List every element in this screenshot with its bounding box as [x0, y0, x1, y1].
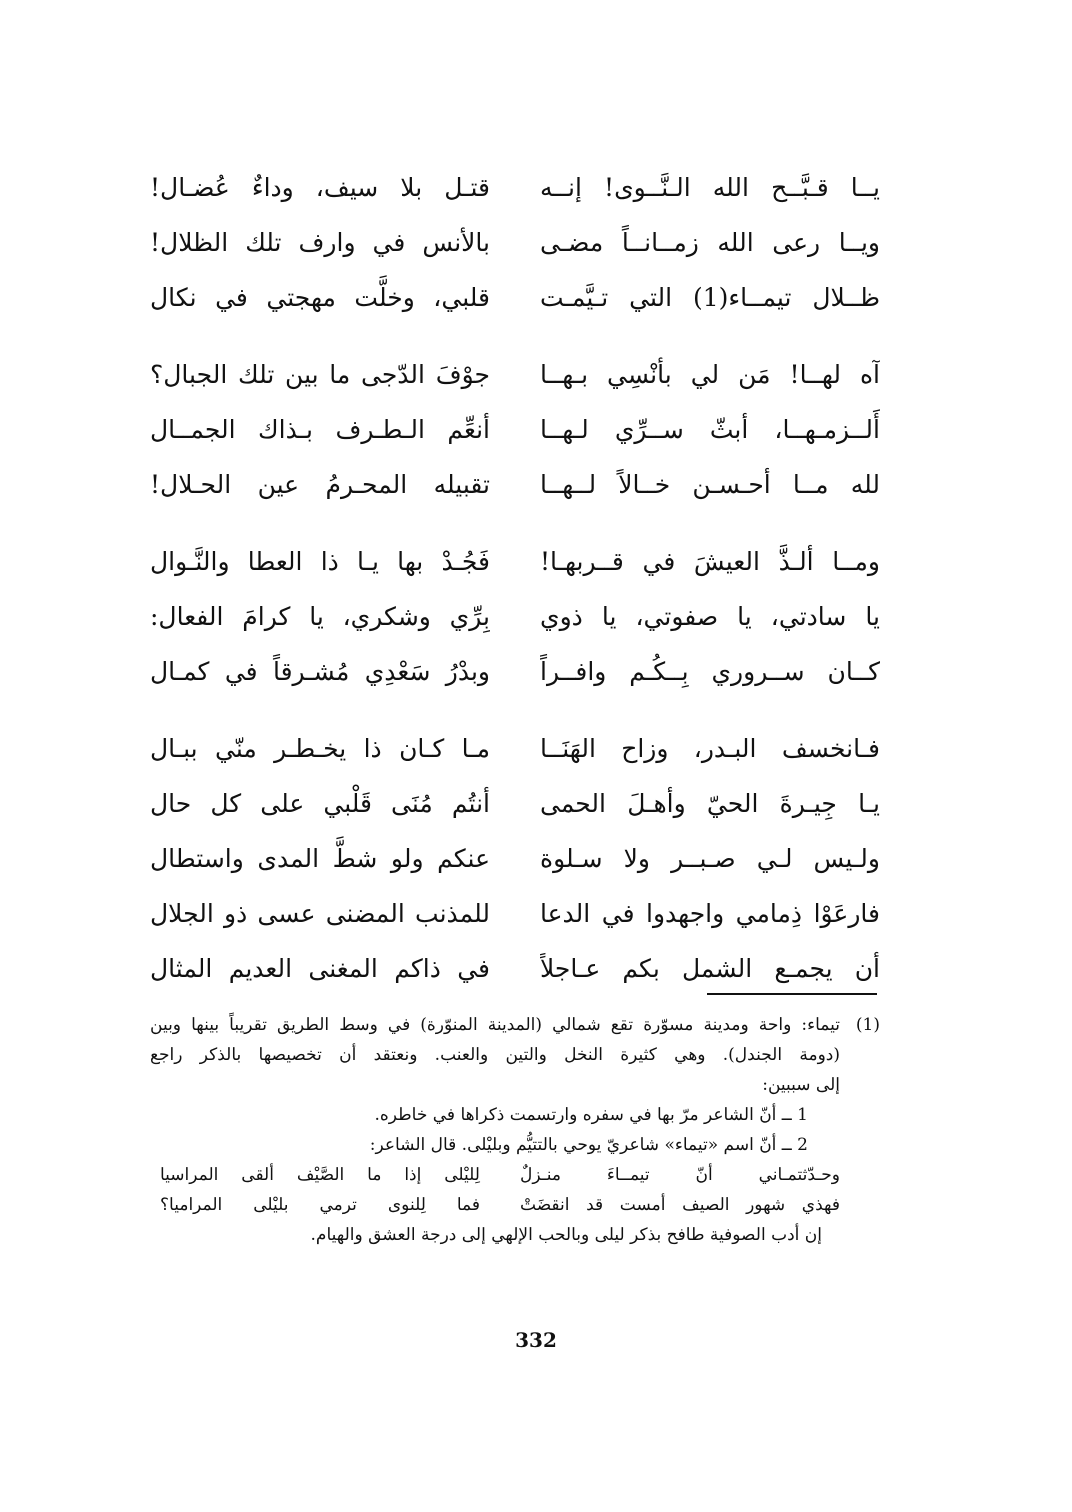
first-hemistich: يــا قـبَّــح الله الـنَّــوى! إنــه — [540, 173, 880, 202]
first-hemistich: أَلــزمـهــا، أبثّ ســرِّي لـهــا — [540, 415, 880, 444]
first-hemistich: أن يجمـع الشمل بكم عـاجلاً — [540, 954, 880, 983]
footnote-line — [150, 1040, 880, 1070]
page-number: 332 — [515, 1328, 557, 1352]
footnote-hemistich: وحـدّثتمـاني أنّ تيمــاءَ منـزلٌ — [520, 1165, 840, 1185]
verse — [150, 457, 880, 512]
first-hemistich: كــان ســروري بِــكُـم وافــراً — [540, 657, 880, 686]
footnote-text: إلى سببين: — [762, 1075, 840, 1095]
footnote-text: 2 ــ أنّ اسم «تيماء» شاعريّ يوحي بالتتيُّم وبليْلى. قال الشاعر: — [369, 1135, 808, 1155]
second-hemistich: أنتُم مُنَى قَلْبي على كل حال — [150, 789, 490, 818]
second-hemistich: أنعِّم الـطـرف بـذاك الجمــال — [150, 415, 490, 444]
second-hemistich: مـا كـان ذا يخـطـر منّي ببـال — [150, 734, 490, 763]
verse — [150, 402, 880, 457]
second-hemistich: وبدْرُ سَعْدِي مُشـرقاً في كمـال — [150, 657, 490, 686]
second-hemistich: عنكم ولو شطَّ المدى واستطال — [150, 844, 490, 873]
hemistich-gap — [480, 1160, 520, 1190]
stanza — [150, 721, 880, 996]
second-hemistich: في ذاكم المغنى العديم المثال — [150, 954, 490, 983]
stanza — [150, 534, 880, 699]
first-hemistich: فارعَوْا ذِمامي واجهدوا في الدعا — [540, 899, 880, 928]
footnote-list-item — [150, 1100, 880, 1130]
verse — [150, 589, 880, 644]
verse — [150, 215, 880, 270]
footnote-text: 1 ــ أنّ الشاعر مرّ بها في سفره وارتسمت ذكراها في خاطره. — [374, 1105, 808, 1125]
verse — [150, 534, 880, 589]
footnote-hemistich: فما لِلنوى ترمي بليْلى المراميا؟ — [160, 1195, 480, 1215]
footnote-hemistich: فهذي شهور الصيف أمست قد انقضَتْ — [520, 1195, 840, 1215]
verse — [150, 886, 880, 941]
second-hemistich: بِرِّي وشكري، يا كرامَ الفعال: — [150, 602, 490, 631]
first-hemistich: ومــا ألـذَّ العيشَ في قــربهـا! — [540, 547, 880, 576]
footnote-verse — [150, 1190, 880, 1220]
poem — [150, 160, 880, 1018]
first-hemistich: ويــا رعى الله زمــانــاً مضـى — [540, 228, 880, 257]
first-hemistich: فـانخسف البـدر، وزاح الهَنَــا — [540, 734, 880, 763]
first-hemistich: ولـيس لـي صـبــر ولا سـلوة — [540, 844, 880, 873]
first-hemistich: يـا جِيـرةَ الحيّ وأهـلَ الحمى — [540, 789, 880, 818]
second-hemistich: قلبي، وخلَّت مهجتي في نكال — [150, 283, 490, 312]
first-hemistich: يا سادتي، يا صفوتي، يا ذوي — [540, 602, 880, 631]
footnote-line — [150, 1010, 880, 1040]
verse — [150, 347, 880, 402]
second-hemistich: للمذنب المضنى عسى ذو الجلال — [150, 899, 490, 928]
footnote-text: إن أدب الصوفية طافح بذكر ليلى وبالحب الإلهي إلى درجة العشق والهيام. — [310, 1225, 822, 1245]
footnote-text: تيماء: واحة ومدينة مسوّرة تقع شمالي (المدينة المنوّرة) في وسط الطريق تقريباً بينها وبين — [150, 1015, 840, 1035]
second-hemistich: تقبيله المحـرمُ عين الحـلال! — [150, 470, 490, 499]
verse — [150, 270, 880, 325]
verse — [150, 644, 880, 699]
verse — [150, 941, 880, 996]
first-hemistich: لله مــا أحـسـن خــالاً لــهــا — [540, 470, 880, 499]
footnote-line — [150, 1220, 880, 1250]
first-hemistich: ظــلال تيمــاء(1) التي تـيَّمـت — [540, 283, 880, 312]
second-hemistich: بالأنس في وارف تلك الظلال! — [150, 228, 490, 257]
footnote-list-item — [150, 1130, 880, 1160]
stanza — [150, 160, 880, 325]
footnote-hemistich: لِليْلى إذا ما الصَّيْف ألقى المراسيا — [160, 1165, 480, 1185]
stanza — [150, 347, 880, 512]
footnote-line — [150, 1070, 880, 1100]
second-hemistich: فَجُـدْ بها يـا ذا العطا والنَّـوال — [150, 547, 490, 576]
footnote-text: (دومة الجندل). وهي كثيرة النخل والتين والعنب. ونعتقد أن تخصيصها بالذكر راجع — [150, 1045, 840, 1065]
verse — [150, 721, 880, 776]
first-hemistich: آه لهــا! مَن لي بأنْسِي بـهــا — [540, 360, 880, 389]
footnote-separator — [707, 993, 877, 995]
verse — [150, 831, 880, 886]
footnote — [150, 1010, 880, 1250]
verse — [150, 160, 880, 215]
hemistich-gap — [480, 1190, 520, 1220]
second-hemistich: جوْفَ الدّجى ما بين تلك الجبال؟ — [150, 360, 490, 389]
verse — [150, 776, 880, 831]
footnote-marker: (1) — [855, 1015, 880, 1035]
second-hemistich: قتـل بلا سيف، وداءٌ عُضـال! — [150, 173, 490, 202]
footnote-verse — [150, 1160, 880, 1190]
